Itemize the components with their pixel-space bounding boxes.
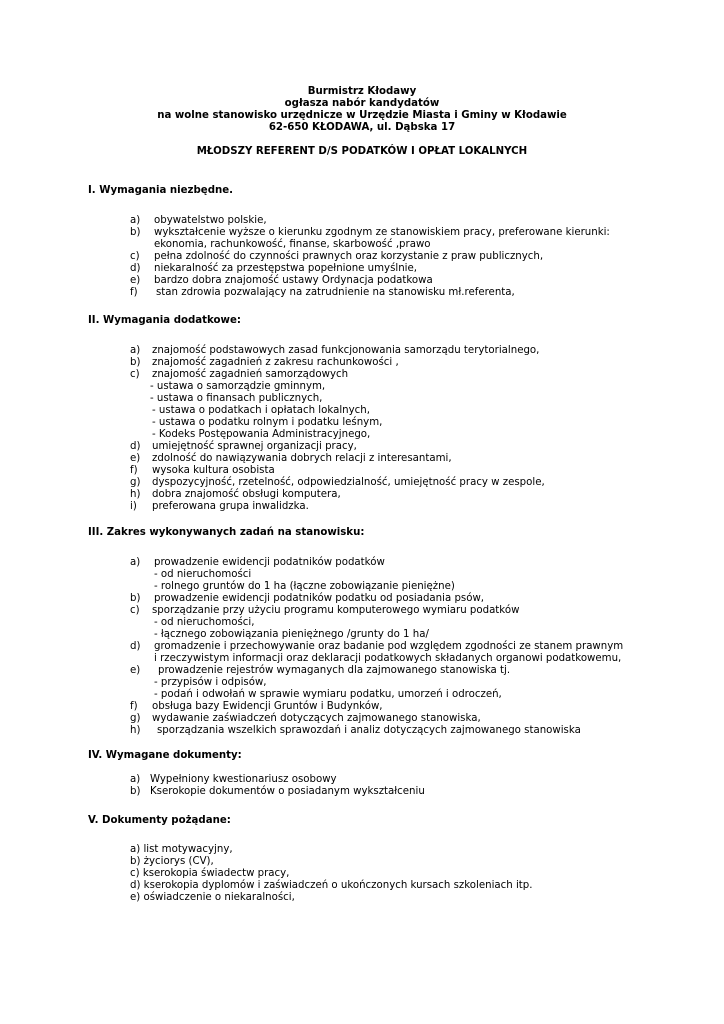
item-text: c) kserokopia świadectw pracy, — [130, 868, 290, 879]
item-text: obsługa bazy Ewidencji Gruntów i Budynków, — [152, 701, 383, 712]
item-marker: e) — [130, 453, 141, 464]
item-text: - od nieruchomości — [154, 569, 252, 580]
announcement-line: ogłasza nabór kandydatów — [284, 98, 440, 109]
document-header — [0, 86, 724, 158]
item-marker: a) — [130, 345, 141, 356]
item-marker: e) — [130, 665, 141, 676]
item-text: umiejętność sprawnej organizacji pracy, — [152, 441, 357, 452]
office-line: na wolne stanowisko urzędnicze w Urzędzie Miasta i Gminy w Kłodawie — [157, 110, 567, 121]
item-text: gromadzenie i przechowywanie oraz badanie pod względem zgodności ze stanem prawnym — [154, 641, 624, 652]
item-marker: a) — [130, 215, 141, 226]
address-line: 62-650 KŁODAWA, ul. Dąbska 17 — [268, 122, 456, 133]
item-text: dobra znajomość obsługi komputera, — [152, 489, 341, 500]
item-text: prowadzenie ewidencji podatników podatków — [154, 557, 385, 568]
item-text: preferowana grupa inwalidzka. — [152, 501, 309, 512]
section-title-duties: III. Zakres wykonywanych zadań na stanowisku: — [88, 527, 365, 538]
item-marker: a) — [130, 557, 141, 568]
item-marker: g) — [130, 477, 141, 488]
item-text: prowadzenie ewidencji podatników podatku od posiadania psów, — [154, 593, 485, 604]
item-text: wysoka kultura osobista — [152, 465, 275, 476]
item-marker: i) — [130, 501, 137, 512]
item-text: sporządzania wszelkich sprawozdań i analiz dotyczących zajmowanego stanowiska — [157, 725, 581, 736]
item-text: obywatelstwo polskie, — [154, 215, 267, 226]
item-marker: d) — [130, 263, 141, 274]
item-text: zdolność do nawiązywania dobrych relacji z interesantami, — [152, 453, 452, 464]
item-text: - rolnego gruntów do 1 ha (łączne zobowiązanie pieniężne) — [154, 581, 455, 592]
item-marker: e) — [130, 275, 141, 286]
item-marker: f) — [130, 465, 138, 476]
item-text: - ustawa o samorządzie gminnym, — [150, 381, 326, 392]
item-text: d) kserokopia dyplomów i zaświadczeń o ukończonych kursach szkoleniach itp. — [130, 880, 533, 891]
item-marker: c) — [130, 605, 140, 616]
item-text: - podań i odwołań w sprawie wymiaru podatku, umorzeń i odroczeń, — [154, 689, 502, 700]
item-marker: c) — [130, 369, 140, 380]
item-text: stan zdrowia pozwalający na zatrudnienie na stanowisku mł.referenta, — [156, 287, 515, 298]
section-title-desired-documents: V. Dokumenty pożądane: — [88, 815, 231, 826]
item-marker: f) — [130, 287, 138, 298]
position-title: MŁODSZY REFERENT D/S PODATKÓW I OPŁAT LOKALNYCH — [196, 146, 528, 157]
item-text: b) życiorys (CV), — [130, 856, 214, 867]
section-title-additional: II. Wymagania dodatkowe: — [88, 315, 241, 326]
item-text: sporządzanie przy użyciu programu komputerowego wymiaru podatków — [152, 605, 520, 616]
item-marker: d) — [130, 641, 141, 652]
item-text: Kserokopie dokumentów o posiadanym wykształceniu — [150, 786, 425, 797]
item-text: znajomość podstawowych zasad funkcjonowania samorządu terytorialnego, — [152, 345, 540, 356]
item-text: ekonomia, rachunkowość, finanse, skarbowość ,prawo — [154, 239, 431, 250]
item-text: - od nieruchomości, — [154, 617, 255, 628]
item-marker: b) — [130, 227, 141, 238]
item-text: bardzo dobra znajomość ustawy Ordynacja podatkowa — [154, 275, 433, 286]
item-marker: d) — [130, 441, 141, 452]
section-title-required-documents: IV. Wymagane dokumenty: — [88, 750, 242, 761]
item-marker: g) — [130, 713, 141, 724]
section-title-requirements: I. Wymagania niezbędne. — [88, 185, 234, 196]
item-text: - przypisów i odpisów, — [154, 677, 267, 688]
item-text: a) list motywacyjny, — [130, 844, 233, 855]
item-text: - Kodeks Postępowania Administracyjnego, — [152, 429, 371, 440]
item-marker: a) — [130, 774, 141, 785]
item-marker: b) — [130, 357, 141, 368]
item-marker: f) — [130, 701, 138, 712]
item-text: niekaralność za przestępstwa popełnione umyślnie, — [154, 263, 418, 274]
item-marker: b) — [130, 786, 141, 797]
item-text: znajomość zagadnień samorządowych — [152, 369, 349, 380]
item-text: pełna zdolność do czynności prawnych oraz korzystanie z praw publicznych, — [154, 251, 544, 262]
item-text: Wypełniony kwestionariusz osobowy — [150, 774, 337, 785]
item-text: wykształcenie wyższe o kierunku zgodnym ze stanowiskiem pracy, preferowane kierunki: — [154, 227, 610, 238]
item-text: e) oświadczenie o niekaralności, — [130, 892, 295, 903]
item-text: wydawanie zaświadczeń dotyczących zajmowanego stanowiska, — [152, 713, 481, 724]
item-text: znajomość zagadnień z zakresu rachunkowości , — [152, 357, 399, 368]
item-marker: h) — [130, 489, 141, 500]
item-text: dyspozycyjność, rzetelność, odpowiedzialność, umiejętność pracy w zespole, — [152, 477, 545, 488]
item-text: - ustawa o podatkach i opłatach lokalnych, — [152, 405, 370, 416]
item-text: - ustawa o podatku rolnym i podatku leśnym, — [152, 417, 383, 428]
item-text: i rzeczywistym informacji oraz deklaracji podatkowych składanych organowi podatkowemu, — [154, 653, 622, 664]
item-text: - ustawa o finansach publicznych, — [150, 393, 323, 404]
item-marker: b) — [130, 593, 141, 604]
item-text: prowadzenie rejestrów wymaganych dla zajmowanego stanowiska tj. — [158, 665, 511, 676]
item-marker: c) — [130, 251, 140, 262]
item-marker: h) — [130, 725, 141, 736]
item-text: - łącznego zobowiązania pieniężnego /grunty do 1 ha/ — [154, 629, 429, 640]
issuer-title: Burmistrz Kłodawy — [307, 86, 417, 97]
